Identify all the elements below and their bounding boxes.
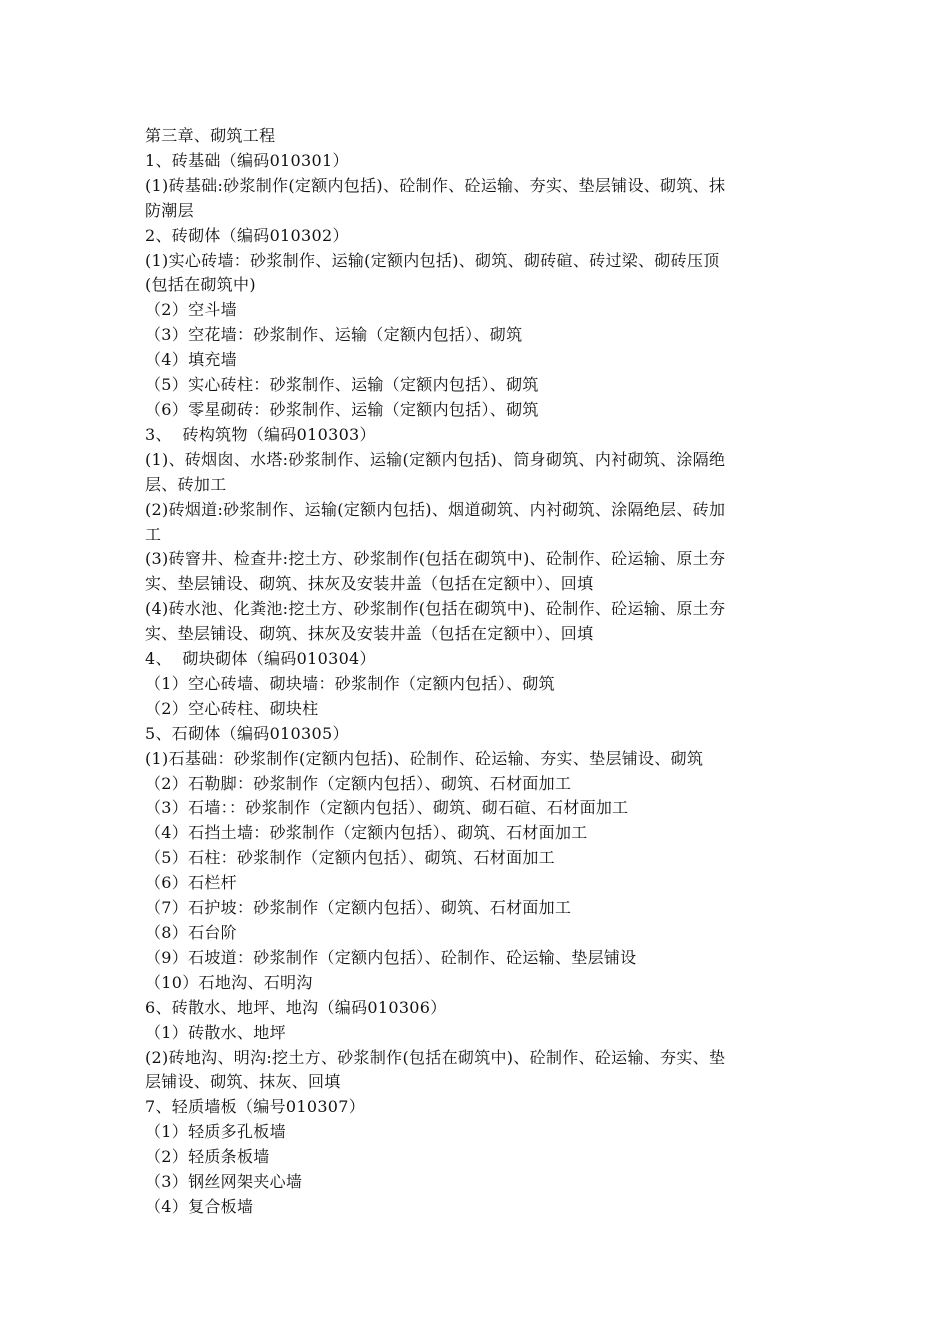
text-line: (1)砖基础:砂浆制作(定额内包括)、砼制作、砼运输、夯实、垫层铺设、砌筑、抹 xyxy=(145,175,726,195)
text-line: （6）石栏杆 xyxy=(145,873,237,893)
section-heading: 2、砖砌体（编码010302） xyxy=(145,225,349,245)
text-line: （3）空花墙：砂浆制作、运输（定额内包括）、砌筑 xyxy=(145,325,523,345)
text-line: (1)实心砖墙：砂浆制作、运输(定额内包括)、砌筑、砌砖碹、砖过梁、砌砖压顶 xyxy=(145,250,720,270)
text-line: （2）空心砖柱、砌块柱 xyxy=(145,698,319,718)
section-heading: 5、石砌体（编码010305） xyxy=(145,723,349,743)
document-body xyxy=(145,124,825,1220)
text-line: （5）石柱：砂浆制作（定额内包括）、砌筑、石材面加工 xyxy=(145,848,555,868)
text-line: (2)砖烟道:砂浆制作、运输(定额内包括)、烟道砌筑、内衬砌筑、涂隔绝层、砖加 xyxy=(145,499,726,519)
text-line: （4）石挡土墙：砂浆制作（定额内包括）、砌筑、石材面加工 xyxy=(145,823,588,843)
text-line: 防潮层 xyxy=(145,200,194,220)
text-line: （9）石坡道：砂浆制作（定额内包括）、砼制作、砼运输、垫层铺设 xyxy=(145,947,637,967)
text-line: （3）石墙：：砂浆制作（定额内包括）、砌筑、砌石碹、石材面加工 xyxy=(145,798,629,818)
text-line: 实、垫层铺设、砌筑、抹灰及安装井盖（包括在定额中）、回填 xyxy=(145,624,594,644)
text-line: （1）轻质多孔板墙 xyxy=(145,1122,286,1142)
text-line: （1）砖散水、地坪 xyxy=(145,1022,286,1042)
text-line: （5）实心砖柱：砂浆制作、运输（定额内包括）、砌筑 xyxy=(145,375,539,395)
text-line: 实、垫层铺设、砌筑、抹灰及安装井盖（包括在定额中）、回填 xyxy=(145,574,594,594)
text-line: (包括在砌筑中) xyxy=(145,275,256,295)
text-line: （1）空心砖墙、砌块墙：砂浆制作（定额内包括）、砌筑 xyxy=(145,673,555,693)
section-heading: 1、砖基础（编码010301） xyxy=(145,150,349,170)
text-line: 工 xyxy=(145,524,162,544)
text-line: （4）复合板墙 xyxy=(145,1196,254,1216)
text-line: （2）空斗墙 xyxy=(145,300,237,320)
text-line: （3）钢丝网架夹心墙 xyxy=(145,1172,303,1192)
text-line: (4)砖水池、化粪池:挖土方、砂浆制作(包括在砌筑中)、砼制作、砼运输、原土夯 xyxy=(145,599,726,619)
section-heading: 4、 砌块砌体（编码010304） xyxy=(145,649,376,669)
text-line: (1)石基础：砂浆制作(定额内包括)、砼制作、砼运输、夯实、垫层铺设、砌筑 xyxy=(145,748,704,768)
text-line: （2）轻质条板墙 xyxy=(145,1147,270,1167)
text-line: 层铺设、砌筑、抹灰、回填 xyxy=(145,1072,341,1092)
text-line: （10）石地沟、石明沟 xyxy=(145,972,313,992)
chapter-title: 第三章、砌筑工程 xyxy=(145,126,276,145)
section-heading: 3、 砖构筑物（编码010303） xyxy=(145,424,376,444)
text-line: (3)砖窨井、检查井:挖土方、砂浆制作(包括在砌筑中)、砼制作、砼运输、原土夯 xyxy=(145,549,726,569)
text-line: （8）石台阶 xyxy=(145,923,237,942)
section-heading: 7、轻质墙板（编号010307） xyxy=(145,1097,366,1117)
text-line: （4）填充墙 xyxy=(145,350,237,370)
section-heading: 6、砖散水、地坪、地沟（编码010306） xyxy=(145,997,447,1017)
text-line: （2）石勒脚：砂浆制作（定额内包括）、砌筑、石材面加工 xyxy=(145,773,572,793)
text-line: (1)、砖烟囱、水塔:砂浆制作、运输(定额内包括)、筒身砌筑、内衬砌筑、涂隔绝 xyxy=(145,449,726,469)
text-line: （6）零星砌砖：砂浆制作、运输（定额内包括）、砌筑 xyxy=(145,399,539,419)
text-line: （7）石护坡：砂浆制作（定额内包括）、砌筑、石材面加工 xyxy=(145,898,572,918)
text-line: 层、砖加工 xyxy=(145,474,227,494)
text-line: (2)砖地沟、明沟:挖土方、砂浆制作(包括在砌筑中)、砼制作、砼运输、夯实、垫 xyxy=(145,1047,726,1067)
